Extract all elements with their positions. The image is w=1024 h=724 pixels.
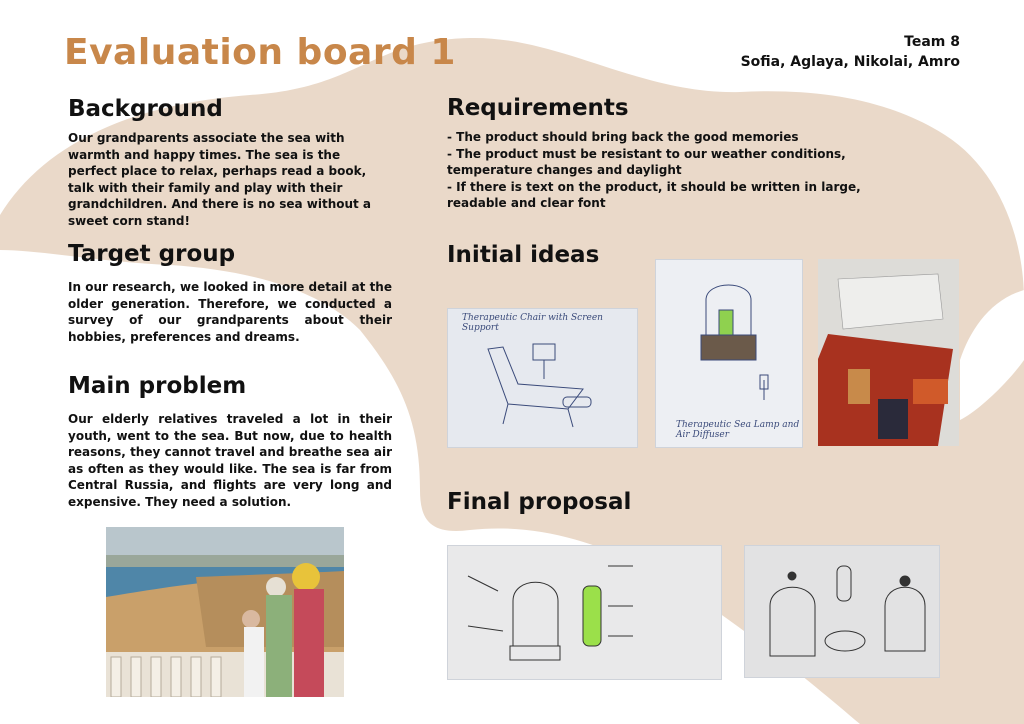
main-problem-text: Our elderly relatives traveled a lot in their youth, went to the sea. But now, due to health reasons, they cannot travel and breathe sea air as often as they would like. The sea is far from Central Russia, and flights are very long and expensive. They need a solution.	[68, 412, 392, 509]
main-problem-section	[68, 373, 392, 510]
chair-sketch-image	[447, 308, 638, 448]
background-heading: Background	[68, 96, 223, 122]
requirement-item: - The product must be resistant to our weather conditions, temperature changes and daylight	[447, 146, 846, 177]
requirement-item: - The product should bring back the good memories	[447, 130, 799, 144]
main-problem-heading: Main problem	[68, 373, 247, 399]
page-title: Evaluation board 1	[64, 32, 456, 73]
chair-sketch-caption: Therapeutic Chair with Screen Support	[462, 313, 603, 333]
sea-lamp-sketch-caption: Therapeutic Sea Lamp and Air Diffuser	[676, 420, 800, 440]
sea-lamp-sketch-image	[655, 259, 803, 448]
target-group-text: In our research, we looked in more detail at the older generation. Therefore, we conducted a survey of our grandparents about their hobbies, preferences and dreams.	[68, 280, 392, 344]
team-info	[741, 32, 960, 72]
final-proposal-heading: Final proposal	[447, 489, 632, 515]
perfume-magazine-photo	[818, 259, 959, 446]
requirement-item: - If there is text on the product, it should be written in large, readable and clear font	[447, 179, 861, 210]
final-proposal-sketch-image	[447, 545, 722, 680]
target-group-heading: Target group	[68, 241, 236, 267]
initial-ideas-heading: Initial ideas	[447, 242, 600, 268]
final-proposal-render-image	[744, 545, 940, 678]
background-section	[68, 96, 392, 229]
beach-photo	[106, 527, 344, 697]
background-text: Our grandparents associate the sea with warmth and happy times. The sea is the perfect place to relax, perhaps read a book, talk with their family and play with their grandchildren. And there is no sea without a sweet corn stand!	[68, 131, 372, 228]
team-number: Team 8	[904, 34, 960, 50]
requirements-section	[447, 95, 887, 212]
team-members: Sofia, Aglaya, Nikolai, Amro	[740, 54, 960, 70]
target-group-section	[68, 241, 392, 345]
requirements-list	[447, 129, 887, 212]
requirements-heading: Requirements	[447, 95, 629, 121]
